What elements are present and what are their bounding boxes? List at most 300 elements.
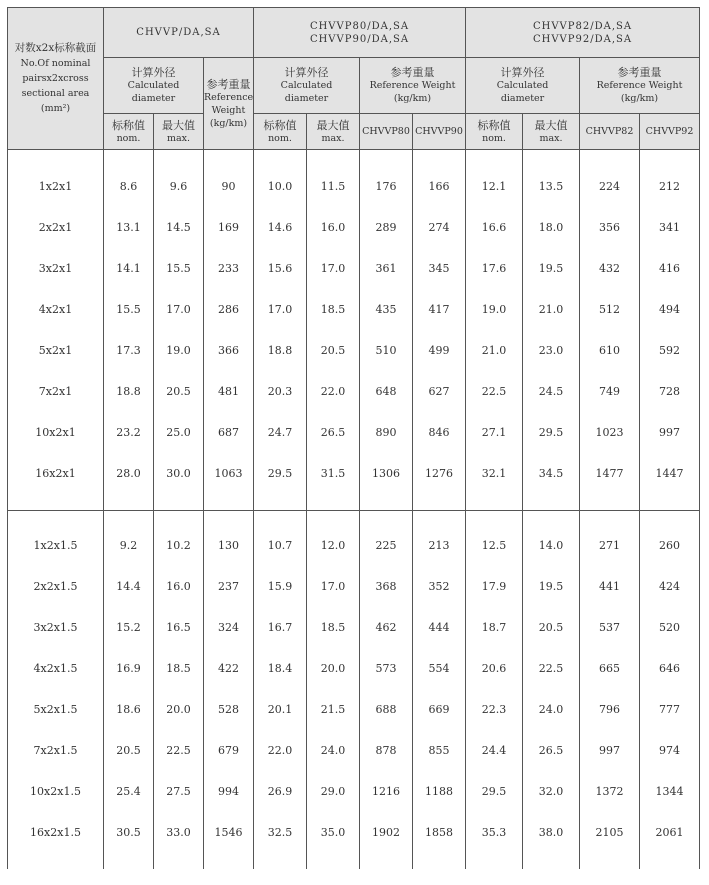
value-cell: 33.0 <box>154 812 204 853</box>
table-row <box>8 371 700 412</box>
spacer-cell <box>466 150 523 167</box>
spacer-cell <box>580 494 640 511</box>
value-cell: 22.5 <box>154 730 204 771</box>
value-cell: 20.1 <box>254 689 307 730</box>
table-row <box>8 453 700 494</box>
value-cell: 665 <box>580 648 640 689</box>
value-cell: 499 <box>413 330 466 371</box>
value-cell: 16.9 <box>104 648 154 689</box>
value-cell: 669 <box>413 689 466 730</box>
nom-header-3 <box>466 114 523 150</box>
value-cell: 2105 <box>580 812 640 853</box>
size-header-en-1: No.Of nominal <box>20 58 91 69</box>
value-cell: 416 <box>640 248 700 289</box>
value-cell: 224 <box>580 166 640 207</box>
spacer-cell <box>466 494 523 511</box>
value-cell: 494 <box>640 289 700 330</box>
diameter-cn: 计算外径 <box>131 66 176 79</box>
spacer-cell <box>413 150 466 167</box>
value-cell: 166 <box>413 166 466 207</box>
value-cell: 18.7 <box>466 607 523 648</box>
spacer-cell <box>104 853 154 869</box>
value-cell: 35.0 <box>307 812 360 853</box>
table-row <box>8 812 700 853</box>
value-cell: 520 <box>640 607 700 648</box>
diameter-en-2: diameter <box>284 93 329 104</box>
table-row <box>8 289 700 330</box>
value-cell: 26.5 <box>523 730 580 771</box>
value-cell: 22.3 <box>466 689 523 730</box>
weight-sub-chvvp80: CHVVP80 <box>360 114 413 150</box>
value-cell: 18.5 <box>307 607 360 648</box>
value-cell: 18.0 <box>523 207 580 248</box>
diameter-header-1 <box>104 58 204 114</box>
table-row <box>8 525 700 566</box>
value-cell: 13.1 <box>104 207 154 248</box>
spacer-cell <box>360 494 413 511</box>
value-cell: 1372 <box>580 771 640 812</box>
value-cell: 796 <box>580 689 640 730</box>
value-cell: 19.5 <box>523 566 580 607</box>
value-cell: 997 <box>580 730 640 771</box>
nom-cn: 标称值 <box>477 118 511 132</box>
value-cell: 21.0 <box>466 330 523 371</box>
spacer-cell <box>640 511 700 526</box>
value-cell: 18.4 <box>254 648 307 689</box>
table-row <box>8 607 700 648</box>
value-cell: 356 <box>580 207 640 248</box>
size-cell: 10x2x1 <box>8 412 104 453</box>
spacer-cell <box>523 494 580 511</box>
value-cell: 8.6 <box>104 166 154 207</box>
diameter-en-1: Calculated <box>127 80 180 91</box>
size-cell: 5x2x1.5 <box>8 689 104 730</box>
max-en: max. <box>539 132 563 144</box>
spacer-cell <box>204 853 254 869</box>
value-cell: 994 <box>204 771 254 812</box>
max-header-2 <box>307 114 360 150</box>
table-row <box>8 412 700 453</box>
value-cell: 10.7 <box>254 525 307 566</box>
nom-en: nom. <box>482 132 506 144</box>
value-cell: 679 <box>204 730 254 771</box>
max-en: max. <box>166 132 191 144</box>
nom-header-2 <box>254 114 307 150</box>
value-cell: 11.5 <box>307 166 360 207</box>
value-cell: 169 <box>204 207 254 248</box>
spacer-cell <box>254 494 307 511</box>
value-cell: 1188 <box>413 771 466 812</box>
value-cell: 38.0 <box>523 812 580 853</box>
value-cell: 271 <box>580 525 640 566</box>
value-cell: 18.8 <box>254 330 307 371</box>
value-cell: 648 <box>360 371 413 412</box>
value-cell: 13.5 <box>523 166 580 207</box>
value-cell: 20.5 <box>154 371 204 412</box>
group-3-title-line1: CHVVP82/DA,SA <box>532 20 633 32</box>
value-cell: 90 <box>204 166 254 207</box>
value-cell: 368 <box>360 566 413 607</box>
value-cell: 27.5 <box>154 771 204 812</box>
value-cell: 32.5 <box>254 812 307 853</box>
spacer-cell <box>307 511 360 526</box>
value-cell: 512 <box>580 289 640 330</box>
weight-header-1 <box>204 58 254 150</box>
spacer-row <box>8 853 700 869</box>
value-cell: 361 <box>360 248 413 289</box>
size-header-cn: 对数x2x标称截面 <box>14 42 97 54</box>
diameter-cn: 计算外径 <box>284 66 329 79</box>
spacer-cell <box>307 150 360 167</box>
spacer-cell <box>640 853 700 869</box>
spacer-cell <box>154 150 204 167</box>
value-cell: 34.5 <box>523 453 580 494</box>
value-cell: 20.5 <box>307 330 360 371</box>
group-header-chvvp82-92 <box>466 8 700 58</box>
value-cell: 1546 <box>204 812 254 853</box>
value-cell: 646 <box>640 648 700 689</box>
size-cell: 5x2x1 <box>8 330 104 371</box>
value-cell: 14.0 <box>523 525 580 566</box>
value-cell: 20.5 <box>523 607 580 648</box>
value-cell: 30.5 <box>104 812 154 853</box>
size-column-header <box>8 8 104 150</box>
value-cell: 15.6 <box>254 248 307 289</box>
size-cell: 1x2x1.5 <box>8 525 104 566</box>
weight-en-1: Reference <box>204 91 254 103</box>
table-header <box>8 8 700 150</box>
spacer-cell <box>413 853 466 869</box>
value-cell: 528 <box>204 689 254 730</box>
value-cell: 20.3 <box>254 371 307 412</box>
value-cell: 18.5 <box>154 648 204 689</box>
spacer-cell <box>254 150 307 167</box>
value-cell: 688 <box>360 689 413 730</box>
value-cell: 19.0 <box>154 330 204 371</box>
value-cell: 2061 <box>640 812 700 853</box>
spacer-cell <box>360 511 413 526</box>
table-row <box>8 566 700 607</box>
value-cell: 213 <box>413 525 466 566</box>
value-cell: 481 <box>204 371 254 412</box>
diameter-header-2 <box>254 58 360 114</box>
value-cell: 1344 <box>640 771 700 812</box>
spacer-cell <box>307 494 360 511</box>
table-row <box>8 648 700 689</box>
value-cell: 10.2 <box>154 525 204 566</box>
value-cell: 25.4 <box>104 771 154 812</box>
value-cell: 17.9 <box>466 566 523 607</box>
value-cell: 26.9 <box>254 771 307 812</box>
value-cell: 1063 <box>204 453 254 494</box>
value-cell: 24.0 <box>523 689 580 730</box>
value-cell: 35.3 <box>466 812 523 853</box>
value-cell: 17.3 <box>104 330 154 371</box>
group-header-chvvp80-90 <box>254 8 466 58</box>
value-cell: 20.0 <box>307 648 360 689</box>
value-cell: 435 <box>360 289 413 330</box>
weight-header-2 <box>360 58 466 114</box>
value-cell: 29.0 <box>307 771 360 812</box>
value-cell: 237 <box>204 566 254 607</box>
value-cell: 749 <box>580 371 640 412</box>
group-header-chvvp <box>104 8 254 58</box>
value-cell: 1447 <box>640 453 700 494</box>
value-cell: 225 <box>360 525 413 566</box>
size-cell: 1x2x1 <box>8 166 104 207</box>
value-cell: 352 <box>413 566 466 607</box>
value-cell: 16.6 <box>466 207 523 248</box>
spacer-cell <box>523 853 580 869</box>
value-cell: 18.6 <box>104 689 154 730</box>
value-cell: 19.0 <box>466 289 523 330</box>
table-row <box>8 771 700 812</box>
value-cell: 22.0 <box>254 730 307 771</box>
max-header-1 <box>154 114 204 150</box>
spacer-cell <box>204 494 254 511</box>
spacer-cell <box>360 853 413 869</box>
size-cell: 7x2x1.5 <box>8 730 104 771</box>
value-cell: 12.0 <box>307 525 360 566</box>
group-1-title: CHVVP/DA,SA <box>136 27 221 38</box>
spacer-cell <box>8 150 104 167</box>
value-cell: 15.9 <box>254 566 307 607</box>
value-cell: 1216 <box>360 771 413 812</box>
value-cell: 366 <box>204 330 254 371</box>
value-cell: 997 <box>640 412 700 453</box>
nom-cn: 标称值 <box>263 118 297 132</box>
value-cell: 21.0 <box>523 289 580 330</box>
value-cell: 345 <box>413 248 466 289</box>
value-cell: 890 <box>360 412 413 453</box>
table-body <box>8 150 700 870</box>
value-cell: 554 <box>413 648 466 689</box>
value-cell: 1902 <box>360 812 413 853</box>
size-cell: 16x2x1 <box>8 453 104 494</box>
spacer-cell <box>640 150 700 167</box>
group-2-title-line1: CHVVP80/DA,SA <box>309 20 410 32</box>
weight-sub-chvvp90: CHVVP90 <box>413 114 466 150</box>
spacer-cell <box>413 511 466 526</box>
weight-unit: (kg/km) <box>209 117 248 129</box>
table-row <box>8 689 700 730</box>
value-cell: 14.6 <box>254 207 307 248</box>
size-cell: 10x2x1.5 <box>8 771 104 812</box>
value-cell: 432 <box>580 248 640 289</box>
value-cell: 23.0 <box>523 330 580 371</box>
value-cell: 10.0 <box>254 166 307 207</box>
value-cell: 31.5 <box>307 453 360 494</box>
value-cell: 974 <box>640 730 700 771</box>
value-cell: 27.1 <box>466 412 523 453</box>
spacer-cell <box>104 511 154 526</box>
value-cell: 233 <box>204 248 254 289</box>
value-cell: 212 <box>640 166 700 207</box>
value-cell: 32.1 <box>466 453 523 494</box>
value-cell: 15.2 <box>104 607 154 648</box>
spacer-cell <box>154 511 204 526</box>
max-cn: 最大值 <box>162 118 195 132</box>
value-cell: 9.2 <box>104 525 154 566</box>
weight-sub-chvvp92: CHVVP92 <box>640 114 700 150</box>
value-cell: 12.5 <box>466 525 523 566</box>
value-cell: 22.0 <box>307 371 360 412</box>
spacer-cell <box>104 150 154 167</box>
diameter-en-1: Calculated <box>496 80 549 91</box>
spacer-cell <box>413 494 466 511</box>
value-cell: 537 <box>580 607 640 648</box>
weight-cn: 参考重量 <box>206 77 251 91</box>
value-cell: 878 <box>360 730 413 771</box>
size-cell: 4x2x1.5 <box>8 648 104 689</box>
value-cell: 441 <box>580 566 640 607</box>
spacer-cell <box>154 494 204 511</box>
value-cell: 16.0 <box>154 566 204 607</box>
size-cell: 16x2x1.5 <box>8 812 104 853</box>
value-cell: 777 <box>640 689 700 730</box>
max-cn: 最大值 <box>316 118 350 132</box>
size-header-unit: (mm²) <box>40 103 71 114</box>
value-cell: 855 <box>413 730 466 771</box>
spacer-cell <box>523 511 580 526</box>
value-cell: 32.0 <box>523 771 580 812</box>
value-cell: 20.0 <box>154 689 204 730</box>
group-3-title-line2: CHVVP92/DA,SA <box>532 33 633 45</box>
spacer-row <box>8 494 700 511</box>
table-row <box>8 248 700 289</box>
value-cell: 16.5 <box>154 607 204 648</box>
group-2-title-line2: CHVVP90/DA,SA <box>309 33 410 45</box>
value-cell: 14.1 <box>104 248 154 289</box>
value-cell: 24.5 <box>523 371 580 412</box>
weight-cn: 参考重量 <box>617 66 662 79</box>
weight-header-3 <box>580 58 700 114</box>
value-cell: 24.7 <box>254 412 307 453</box>
value-cell: 26.5 <box>307 412 360 453</box>
value-cell: 15.5 <box>104 289 154 330</box>
value-cell: 286 <box>204 289 254 330</box>
spacer-cell <box>580 853 640 869</box>
value-cell: 1306 <box>360 453 413 494</box>
value-cell: 1023 <box>580 412 640 453</box>
value-cell: 14.4 <box>104 566 154 607</box>
table-row <box>8 166 700 207</box>
spacer-cell <box>307 853 360 869</box>
spacer-cell <box>8 511 104 526</box>
value-cell: 627 <box>413 371 466 412</box>
nom-en: nom. <box>268 132 292 144</box>
value-cell: 260 <box>640 525 700 566</box>
size-cell: 2x2x1.5 <box>8 566 104 607</box>
diameter-header-3 <box>466 58 580 114</box>
table-row <box>8 207 700 248</box>
value-cell: 424 <box>640 566 700 607</box>
weight-unit: (kg/km) <box>393 93 432 104</box>
value-cell: 17.0 <box>254 289 307 330</box>
value-cell: 23.2 <box>104 412 154 453</box>
value-cell: 462 <box>360 607 413 648</box>
section-divider-row <box>8 511 700 526</box>
diameter-cn: 计算外径 <box>500 66 545 79</box>
value-cell: 846 <box>413 412 466 453</box>
size-cell: 7x2x1 <box>8 371 104 412</box>
value-cell: 21.5 <box>307 689 360 730</box>
diameter-en-2: diameter <box>500 93 545 104</box>
value-cell: 24.4 <box>466 730 523 771</box>
value-cell: 20.5 <box>104 730 154 771</box>
spacer-cell <box>254 853 307 869</box>
value-cell: 15.5 <box>154 248 204 289</box>
size-cell: 3x2x1 <box>8 248 104 289</box>
spacer-cell <box>204 150 254 167</box>
value-cell: 9.6 <box>154 166 204 207</box>
table-row <box>8 330 700 371</box>
value-cell: 25.0 <box>154 412 204 453</box>
value-cell: 510 <box>360 330 413 371</box>
value-cell: 324 <box>204 607 254 648</box>
weight-en-2: Weight <box>211 104 246 116</box>
value-cell: 18.5 <box>307 289 360 330</box>
spacer-cell <box>466 853 523 869</box>
size-cell: 4x2x1 <box>8 289 104 330</box>
value-cell: 289 <box>360 207 413 248</box>
size-header-en-3: sectional area <box>21 88 90 99</box>
value-cell: 29.5 <box>254 453 307 494</box>
value-cell: 417 <box>413 289 466 330</box>
value-cell: 422 <box>204 648 254 689</box>
weight-cn: 参考重量 <box>390 66 435 79</box>
spacer-cell <box>640 494 700 511</box>
value-cell: 573 <box>360 648 413 689</box>
spacer-cell <box>8 494 104 511</box>
weight-en: Reference Weight <box>596 80 683 91</box>
spacer-cell <box>8 853 104 869</box>
size-header-en-2: pairsx2xcross <box>22 73 89 84</box>
cable-spec-table <box>7 7 700 869</box>
value-cell: 17.0 <box>154 289 204 330</box>
weight-en: Reference Weight <box>369 80 456 91</box>
spacer-cell <box>580 511 640 526</box>
spacer-cell <box>523 150 580 167</box>
diameter-en-1: Calculated <box>280 80 333 91</box>
spacer-row <box>8 150 700 167</box>
spacer-cell <box>360 150 413 167</box>
value-cell: 20.6 <box>466 648 523 689</box>
value-cell: 444 <box>413 607 466 648</box>
weight-unit: (kg/km) <box>620 93 659 104</box>
value-cell: 341 <box>640 207 700 248</box>
value-cell: 610 <box>580 330 640 371</box>
spacer-cell <box>254 511 307 526</box>
spacer-cell <box>204 511 254 526</box>
value-cell: 687 <box>204 412 254 453</box>
spacer-cell <box>466 511 523 526</box>
value-cell: 14.5 <box>154 207 204 248</box>
value-cell: 16.0 <box>307 207 360 248</box>
value-cell: 274 <box>413 207 466 248</box>
nom-en: nom. <box>116 132 141 144</box>
value-cell: 12.1 <box>466 166 523 207</box>
max-header-3 <box>523 114 580 150</box>
value-cell: 22.5 <box>466 371 523 412</box>
nom-cn: 标称值 <box>112 118 145 132</box>
value-cell: 17.0 <box>307 566 360 607</box>
value-cell: 1276 <box>413 453 466 494</box>
value-cell: 29.5 <box>523 412 580 453</box>
value-cell: 130 <box>204 525 254 566</box>
value-cell: 19.5 <box>523 248 580 289</box>
diameter-en-2: diameter <box>131 93 176 104</box>
